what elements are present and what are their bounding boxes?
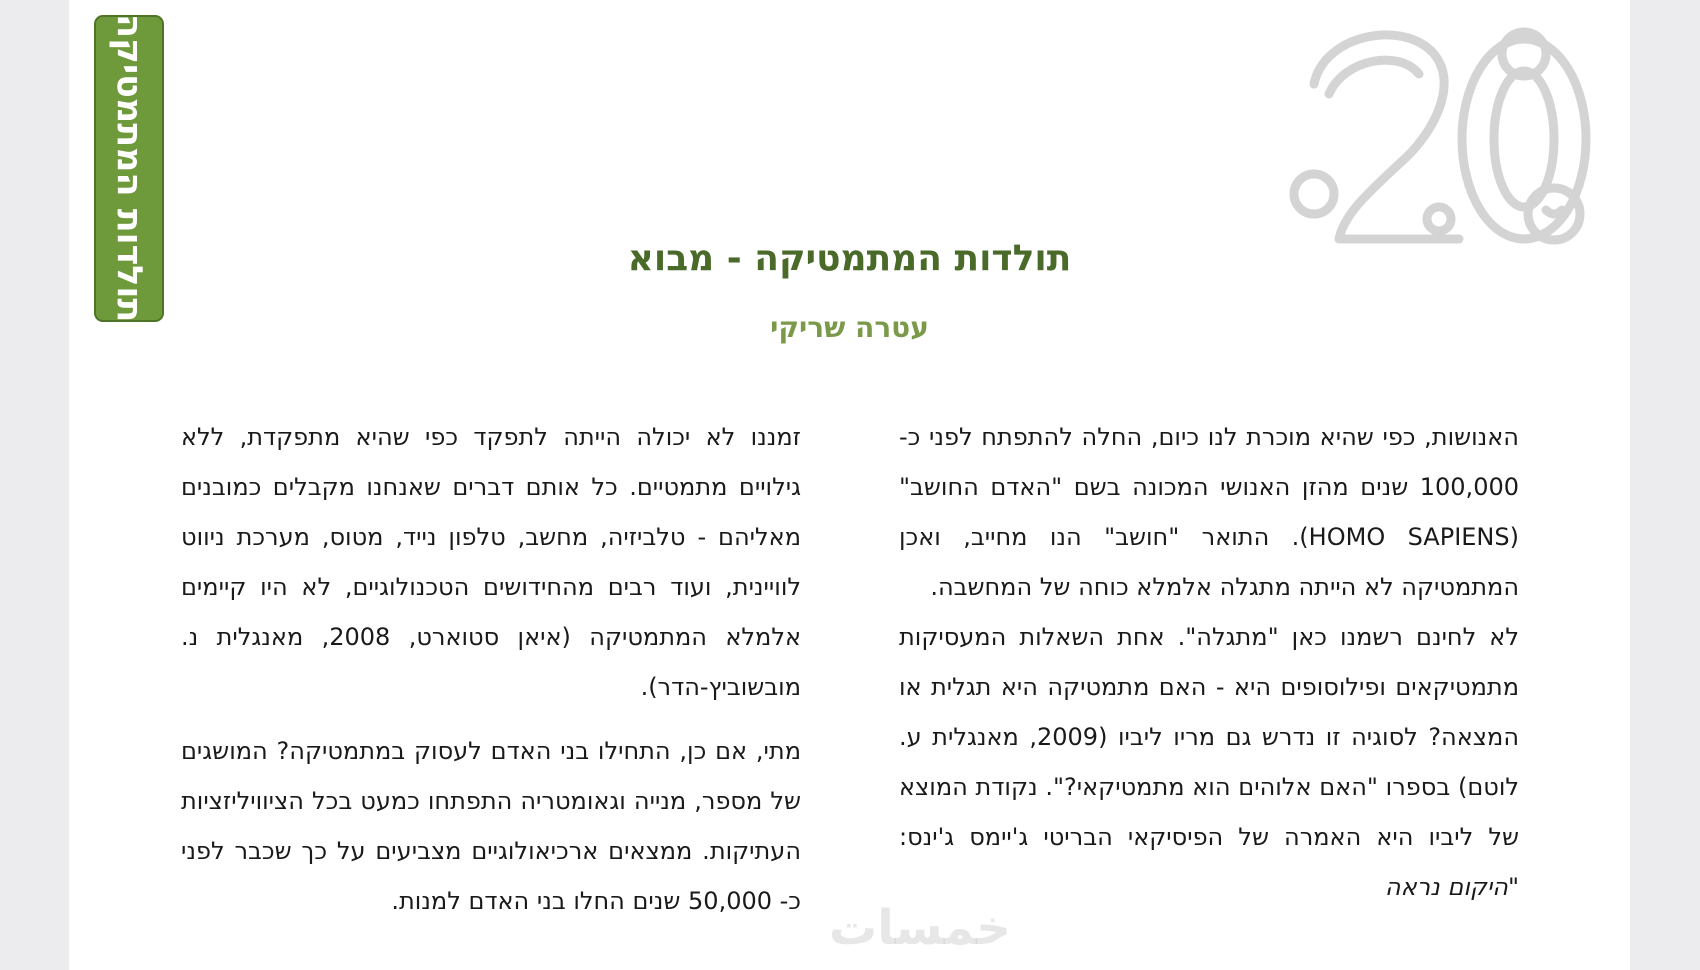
watermark: خمسات	[829, 900, 1011, 956]
side-tab-label: תולדות המתמטיקה	[109, 14, 149, 323]
paragraph: מתי, אם כן, התחילו בני האדם לעסוק במתמטיקה? המושגים של מספר, מנייה וגאומטריה התפתחו כמעט בכל הציוויליזציות העתיקות. ממצאים ארכיאולוגיים מצביעים על כך שכבר לפני כ- 50,000 שנים החלו בני האדם למנות.	[181, 737, 801, 915]
document-page	[69, 0, 1630, 970]
paragraph: זמננו לא יכולה הייתה לתפקד כפי שהיא מתפקדת, ללא גילויים מתמטיים. כל אותם דברים שאנחנו מקבלים כמובנים מאליהם - טלביזיה, מחשב, טלפון נייד, מטוס, מערכת ניווט לוויינית, ועוד רבים מהחידושים הטכנולוגיים, לא היו קיימים אלמלא המתמטיקה (איאן סטוארט, 2008, מאנגלית נ. מובשוביץ-הדר).	[181, 423, 802, 701]
paragraph: האנושות, כפי שהיא מוכרת לנו כיום, החלה להתפתח לפני כ- 100,000 שנים מהזן האנושי המכונה בשם "האדם החושב" (HOMO SAPIENS). התואר "חושב" הנו מחייב, ואכן המתמטיקה לא הייתה מתגלה אלמלא כוחה של המחשבה.	[899, 423, 1519, 601]
20-logo-illustration-icon	[1284, 14, 1614, 264]
quote-text: היקום נראה	[1384, 873, 1508, 901]
article-column-left	[181, 412, 801, 926]
author-name: עטרה שריקי	[770, 311, 929, 344]
page-title: תולדות המתמטיקה - מבוא	[627, 238, 1072, 279]
paragraph	[899, 612, 1519, 912]
article-column-right	[899, 412, 1519, 912]
paragraph-text: לא לחינם רשמנו כאן "מתגלה". אחת השאלות המעסיקות מתמטיקאים ופילוסופים היא - האם מתמטיקה היא תגלית או המצאה? לסוגיה זו נדרש גם מריו ליביו (2009, מאנגלית ע. לוטם) בספרו "האם אלוהים הוא מתמטיקאי?". נקודת המוצא של ליביו היא האמרה של הפיסיקאי הבריטי ג'יימס ג'ינס: "	[899, 623, 1519, 901]
